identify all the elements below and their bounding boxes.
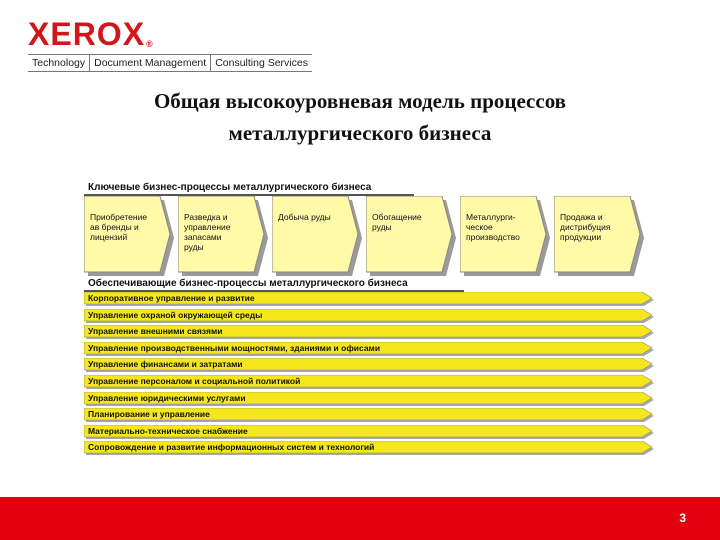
key-process-chevron xyxy=(178,196,268,274)
support-process-bar xyxy=(84,375,652,388)
key-process-chevron xyxy=(460,196,550,274)
support-process-bar xyxy=(84,309,652,322)
key-process-label-line: Продажа и xyxy=(560,212,603,222)
process-diagram xyxy=(84,182,664,460)
key-process-label xyxy=(184,212,252,252)
support-process-label: Корпоративное управление и развитие xyxy=(88,293,255,303)
key-process-label-line: запасами xyxy=(184,232,222,242)
key-process-label-line: ав бренды и xyxy=(90,222,139,232)
key-process-label-line: руды xyxy=(184,242,204,252)
key-process-label-line: управление xyxy=(184,222,231,232)
title-line-1: Общая высокоуровневая модель процессов xyxy=(153,89,567,113)
key-process-chevron xyxy=(366,196,456,274)
support-process-bar xyxy=(84,358,652,371)
support-process-bar xyxy=(84,342,652,355)
key-process-label-line: дистрибуция xyxy=(560,222,611,232)
support-process-bar xyxy=(84,441,652,454)
key-process-label-line: Приобретение xyxy=(90,212,148,222)
support-process-label: Планирование и управление xyxy=(88,409,210,420)
support-process-bar xyxy=(84,325,652,338)
support-process-bar xyxy=(84,392,652,405)
key-process-label xyxy=(560,212,628,242)
xerox-logo: XEROX® xyxy=(28,16,154,52)
support-process-label: Управление внешними связями xyxy=(88,326,223,337)
support-processes-label: Обеспечивающие бизнес-процессы металлургического бизнеса xyxy=(88,278,408,289)
support-process-bar xyxy=(84,292,652,305)
key-process-label-line: Металлурги- xyxy=(466,212,516,222)
footer-bar xyxy=(0,497,720,540)
key-process-label-line: продукции xyxy=(560,232,602,242)
key-process-chevron xyxy=(272,196,362,274)
tagline xyxy=(28,54,312,72)
support-process-bar xyxy=(84,425,652,438)
support-process-label: Управление юридическими услугами xyxy=(88,392,246,403)
key-process-label xyxy=(90,212,158,242)
key-process-label xyxy=(372,212,440,232)
title-line-2: металлургического бизнеса xyxy=(228,121,492,145)
support-process-label: Управление финансами и затратами xyxy=(88,359,243,370)
tagline-item: Document Management xyxy=(90,55,211,71)
support-process-label: Управление охраной окружающей среды xyxy=(88,309,263,320)
support-process-label: Управление персоналом и социальной политикой xyxy=(88,376,301,386)
page-title xyxy=(60,85,660,149)
key-process-label-line: Обогащение xyxy=(372,212,422,222)
tagline-item: Technology xyxy=(28,55,90,71)
key-process-label xyxy=(466,212,534,242)
key-processes-label: Ключевые бизнес-процессы металлургического бизнеса xyxy=(88,182,372,193)
page-number: 3 xyxy=(679,511,686,525)
key-process-label-line: Добыча руды xyxy=(278,212,331,222)
key-process-label-line: ческое xyxy=(466,222,493,232)
key-process-chevron xyxy=(554,196,644,274)
tagline-item: Consulting Services xyxy=(215,57,308,69)
key-process-chevron xyxy=(84,196,174,274)
support-process-label: Управление производственными мощностями, зданиями и офисами xyxy=(88,342,381,353)
support-process-label: Материально-техническое снабжение xyxy=(88,425,248,436)
key-process-label-line: руды xyxy=(372,222,392,232)
key-process-label-line: Разведка и xyxy=(184,212,228,222)
key-process-label-line: лицензий xyxy=(90,232,128,242)
support-process-label: Сопровождение и развитие информационных систем и технологий xyxy=(88,442,375,453)
support-process-bar xyxy=(84,408,652,421)
key-process-label xyxy=(278,212,346,222)
key-process-label-line: производство xyxy=(466,232,520,242)
